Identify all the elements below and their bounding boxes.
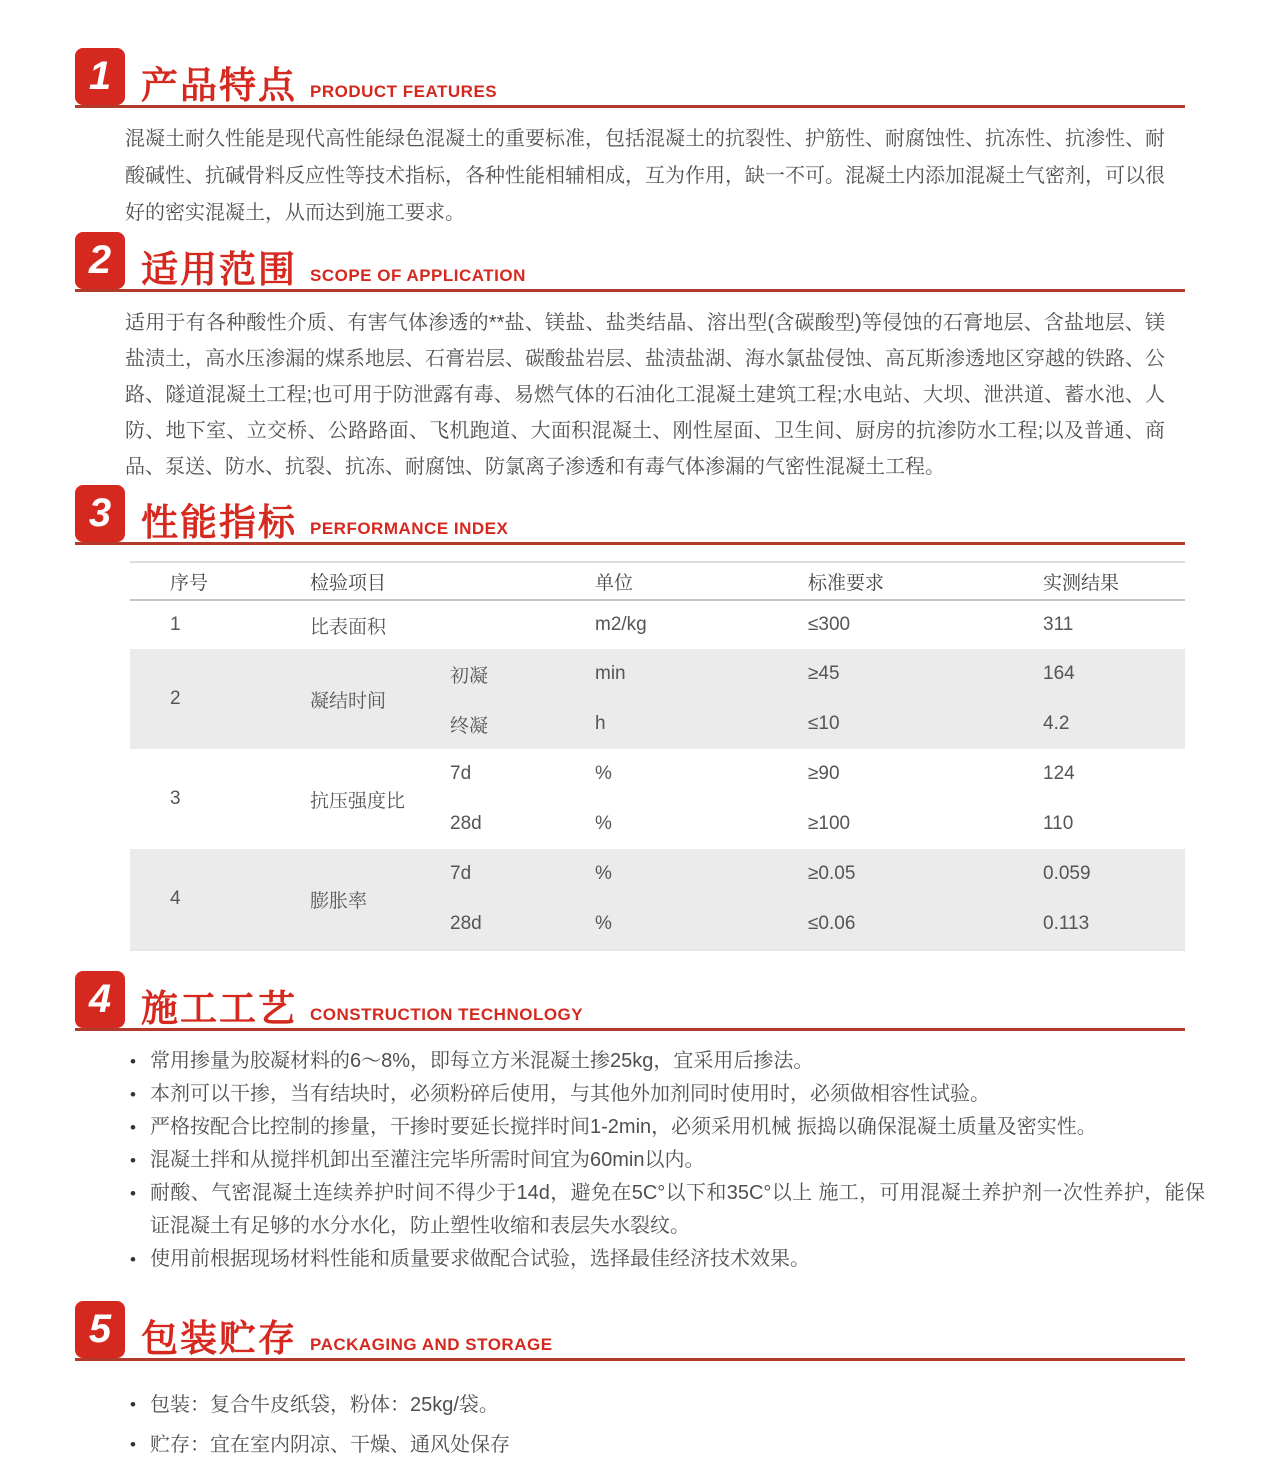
cell-unit: m2/kg xyxy=(595,614,647,635)
cell-unit: % xyxy=(595,813,612,834)
row-no: 4 xyxy=(170,888,181,909)
section-title-en: CONSTRUCTION TECHNOLOGY xyxy=(310,1005,584,1024)
bullet-dot-icon: • xyxy=(130,1052,136,1071)
col-header-item: 检验项目 xyxy=(310,572,387,594)
bullet-item xyxy=(130,1385,1205,1425)
row-subrows xyxy=(430,601,1185,649)
section-number-badge: 1 xyxy=(75,48,125,105)
bullet-dot-icon: • xyxy=(130,1184,136,1203)
section-titles xyxy=(141,251,526,289)
section-titles xyxy=(141,990,583,1028)
cell-subitem: 终凝 xyxy=(450,715,489,737)
row-item: 膨胀率 xyxy=(310,890,368,912)
bullet-dot-icon: • xyxy=(130,1435,136,1454)
bullet-dot-icon: • xyxy=(130,1085,136,1104)
section-title-en: PERFORMANCE INDEX xyxy=(310,519,509,538)
cell-requirement: ≥100 xyxy=(808,813,851,834)
section-title-en: PACKAGING AND STORAGE xyxy=(310,1335,553,1354)
section-titles xyxy=(141,504,508,542)
section-title-cn: 性能指标 xyxy=(141,502,297,543)
bullet-dot-icon: • xyxy=(130,1151,136,1170)
bullet-text: 耐酸、气密混凝土连续养护时间不得少于14d，避免在5C°以下和35C°以上 施工，可用混凝土养护剂一次性养护，能保证混凝土有足够的水分水化，防止塑性收缩和表层失水裂纹。 xyxy=(150,1182,1205,1237)
bullet-text: 使用前根据现场材料性能和质量要求做配合试验，选择最佳经济技术效果。 xyxy=(150,1248,810,1270)
cell-requirement: ≤0.06 xyxy=(808,913,856,934)
row-no: 2 xyxy=(170,688,181,709)
bullet-text: 本剂可以干掺，当有结块时，必须粉碎后使用，与其他外加剂同时使用时，必须做相容性试验。 xyxy=(150,1083,990,1105)
section-number-badge: 4 xyxy=(75,971,125,1028)
bullet-text: 混凝土拌和从搅拌机卸出至灌注完毕所需时间宜为60min以内。 xyxy=(150,1149,705,1171)
cell-requirement: ≤300 xyxy=(808,614,851,635)
table-row-group xyxy=(130,649,1185,749)
bullet-dot-icon: • xyxy=(130,1395,136,1414)
cell-result: 0.059 xyxy=(1043,863,1091,884)
section-title-cn: 包装贮存 xyxy=(141,1318,297,1359)
row-no: 1 xyxy=(170,614,181,635)
table-subrow xyxy=(430,749,1185,799)
bullet-item xyxy=(130,1177,1205,1243)
cell-subitem: 初凝 xyxy=(450,665,489,687)
table-row-group xyxy=(130,849,1185,949)
section-product-features xyxy=(75,48,1185,232)
table-subrow xyxy=(430,601,1185,649)
section-header xyxy=(75,1301,1185,1361)
row-no: 3 xyxy=(170,788,181,809)
section-header xyxy=(75,971,1185,1031)
section-title-cn: 适用范围 xyxy=(141,249,297,290)
cell-requirement: ≥0.05 xyxy=(808,863,856,884)
bullet-item xyxy=(130,1111,1205,1144)
cell-result: 164 xyxy=(1043,663,1075,684)
cell-unit: % xyxy=(595,763,612,784)
section-paragraph: 适用于有各种酸性介质、有害气体渗透的**盐、镁盐、盐类结晶、溶出型(含碳酸型)等侵蚀的石膏地层、含盐地层、镁盐渍土，高水压渗漏的煤系地层、石膏岩层、碳酸盐岩层、盐渍盐湖、海水氯盐侵蚀、高瓦斯渗透地区穿越的铁路、公路、隧道混凝土工程;也可用于防泄露有毒、易燃气体的石油化工混凝土建筑工程;水电站、大坝、泄洪道、蓄水池、人防、地下室、立交桥、公路路面、飞机跑道、大面积混凝土、刚性屋面、卫生间、厨房的抗渗防水工程;以及普通、商品、泵送、防水、抗裂、抗冻、耐腐蚀、防氯离子渗透和有毒气体渗漏的气密性混凝土工程。 xyxy=(125,312,1165,478)
cell-requirement: ≤10 xyxy=(808,713,840,734)
cell-subitem: 28d xyxy=(450,813,482,834)
section-title-en: SCOPE OF APPLICATION xyxy=(310,266,526,285)
bullet-item xyxy=(130,1078,1205,1111)
cell-unit: h xyxy=(595,713,606,734)
bullet-dot-icon: • xyxy=(130,1118,136,1137)
table-subrow xyxy=(430,649,1185,699)
cell-unit: min xyxy=(595,663,626,684)
section-title-cn: 施工工艺 xyxy=(141,988,297,1029)
bullet-text: 常用掺量为胶凝材料的6～8%，即每立方米混凝土掺25kg，宜采用后掺法。 xyxy=(150,1050,814,1072)
section-header xyxy=(75,232,1185,292)
col-header-requirement: 标准要求 xyxy=(808,572,885,594)
section-scope-of-application xyxy=(75,232,1185,485)
section-paragraph: 混凝土耐久性能是现代高性能绿色混凝土的重要标准，包括混凝土的抗裂性、护筋性、耐腐蚀性、抗冻性、抗渗性、耐酸碱性、抗碱骨料反应性等技术指标，各种性能相辅相成，互为作用，缺一不可。混凝土内添加混凝土气密剂，可以很好的密实混凝土，从而达到施工要求。 xyxy=(125,128,1165,224)
table-subrow xyxy=(430,799,1185,849)
section-titles xyxy=(141,1320,553,1358)
row-subrows xyxy=(430,649,1185,749)
cell-unit: % xyxy=(595,913,612,934)
bullet-item xyxy=(130,1425,1205,1465)
cell-result: 0.113 xyxy=(1043,913,1090,934)
table-header-row xyxy=(130,563,1185,601)
packaging-bullet-list xyxy=(130,1385,1205,1465)
cell-result: 4.2 xyxy=(1043,713,1070,734)
section-header xyxy=(75,485,1185,545)
section-title-en: PRODUCT FEATURES xyxy=(310,82,498,101)
col-header-result: 实测结果 xyxy=(1043,572,1120,594)
table-row-group xyxy=(130,749,1185,849)
cell-subitem: 28d xyxy=(450,913,482,934)
construction-bullet-list xyxy=(130,1045,1205,1276)
cell-unit: % xyxy=(595,863,612,884)
row-item: 抗压强度比 xyxy=(310,790,406,812)
section-title-cn: 产品特点 xyxy=(141,65,297,106)
section-performance-index xyxy=(75,485,1185,951)
section-number-badge: 5 xyxy=(75,1301,125,1358)
cell-subitem: 7d xyxy=(450,863,472,884)
bullet-text: 贮存：宜在室内阴凉、干燥、通风处保存 xyxy=(150,1434,510,1456)
performance-table xyxy=(130,561,1185,951)
bullet-text: 包装：复合牛皮纸袋，粉体：25kg/袋。 xyxy=(150,1394,499,1416)
bullet-item xyxy=(130,1243,1205,1276)
bullet-item xyxy=(130,1144,1205,1177)
section-header xyxy=(75,48,1185,108)
table-subrow xyxy=(430,849,1185,899)
section-packaging-and-storage xyxy=(75,1301,1185,1465)
table-row-group xyxy=(130,601,1185,649)
row-item: 凝结时间 xyxy=(310,690,387,712)
bullet-text: 严格按配合比控制的掺量，干掺时要延长搅拌时间1-2min，必须采用机械 振捣以确保混凝土质量及密实性。 xyxy=(150,1116,1097,1138)
cell-result: 110 xyxy=(1043,813,1074,834)
section-number-badge: 2 xyxy=(75,232,125,289)
row-item: 比表面积 xyxy=(310,616,387,638)
col-header-no: 序号 xyxy=(170,572,209,594)
cell-requirement: ≥45 xyxy=(808,663,840,684)
section-construction-technology xyxy=(75,971,1205,1276)
cell-requirement: ≥90 xyxy=(808,763,840,784)
bullet-dot-icon: • xyxy=(130,1250,136,1269)
cell-result: 124 xyxy=(1043,763,1075,784)
table-subrow xyxy=(430,899,1185,949)
section-titles xyxy=(141,67,497,105)
table-subrow xyxy=(430,699,1185,749)
col-header-unit: 单位 xyxy=(595,572,634,594)
cell-subitem: 7d xyxy=(450,763,472,784)
section-number-badge: 3 xyxy=(75,485,125,542)
bullet-item xyxy=(130,1045,1205,1078)
row-subrows xyxy=(430,749,1185,849)
cell-result: 311 xyxy=(1043,614,1074,635)
row-subrows xyxy=(430,849,1185,949)
